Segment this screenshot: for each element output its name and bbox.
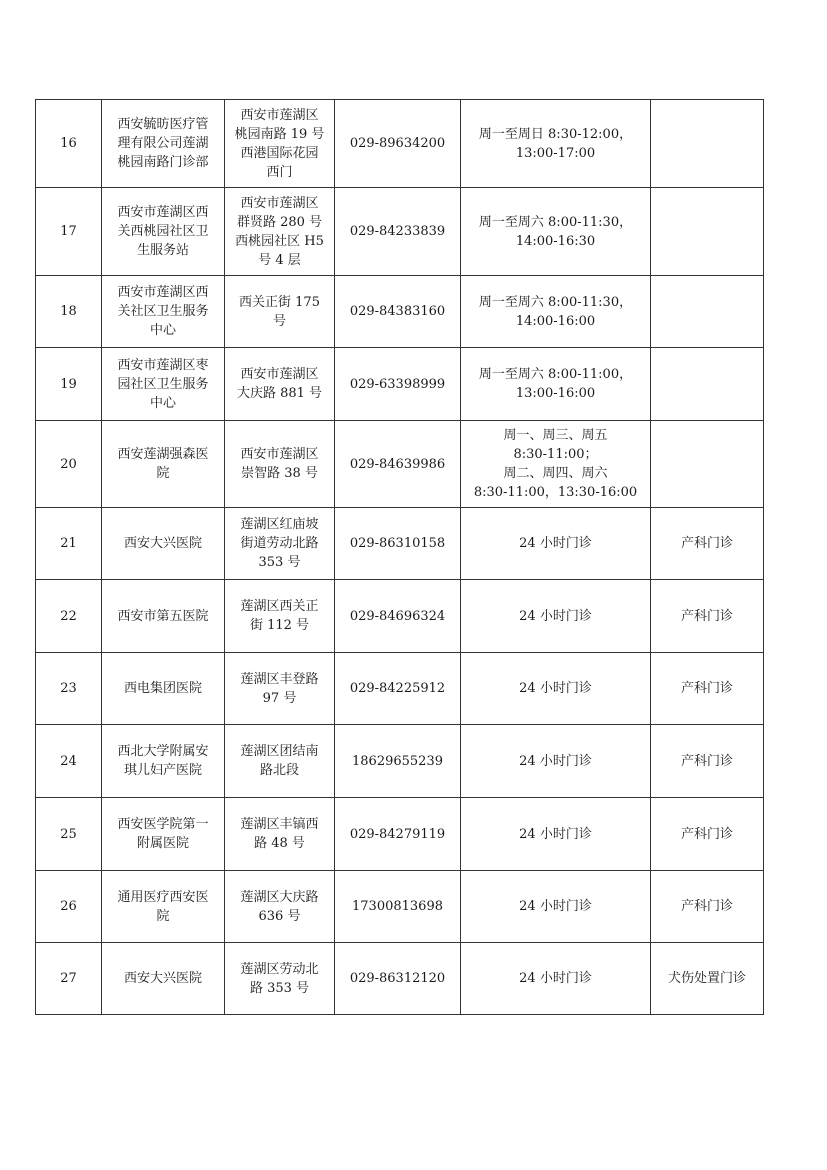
institution-name-cell	[102, 100, 225, 188]
phone-cell: 029-84279119	[335, 798, 461, 871]
hours-cell	[461, 653, 651, 725]
table-row	[36, 421, 764, 508]
address-cell	[225, 100, 335, 188]
address-line: 桃园南路 19 号	[234, 126, 325, 142]
institution-name-cell	[102, 188, 225, 276]
hours-line: 周一、周三、周五	[503, 428, 608, 443]
row-number-cell: 17	[36, 188, 102, 276]
phone-cell: 029-84639986	[335, 421, 461, 508]
institution-name-line: 院	[156, 466, 170, 481]
institution-name-line: 中心	[149, 395, 176, 411]
address-line: 西安市莲湖区	[240, 367, 319, 382]
institution-name-cell	[102, 276, 225, 348]
institution-name-cell	[102, 580, 225, 653]
table-row	[36, 276, 764, 348]
institution-name-line: 西安市莲湖区西	[117, 205, 209, 220]
address-line: 636 号	[258, 908, 301, 924]
note-cell	[651, 348, 764, 421]
institution-name-line: 西电集团医院	[123, 681, 202, 696]
institution-name-line: 西安市第五医院	[117, 608, 209, 624]
institution-name-cell	[102, 943, 225, 1015]
row-number-cell: 26	[36, 871, 102, 943]
institution-name-line: 西安医学院第一	[117, 817, 209, 832]
institution-name-cell	[102, 653, 225, 725]
address-line: 号 4 层	[258, 252, 301, 268]
address-line: 街道劳动北路	[240, 536, 319, 551]
address-cell	[225, 580, 335, 653]
institution-name-line: 关社区卫生服务	[117, 304, 209, 319]
institution-name-line: 生服务站	[136, 243, 189, 258]
hours-cell	[461, 421, 651, 508]
address-line: 号	[272, 313, 286, 329]
table-row	[36, 798, 764, 871]
hours-line: 13:00-17:00	[515, 145, 596, 161]
clinic-table-body	[36, 100, 764, 1015]
table-row	[36, 348, 764, 421]
hours-cell	[461, 348, 651, 421]
hours-cell	[461, 580, 651, 653]
row-number-cell: 18	[36, 276, 102, 348]
note-cell: 犬伤处置门诊	[651, 943, 764, 1015]
note-cell	[651, 421, 764, 508]
row-number-cell: 23	[36, 653, 102, 725]
address-cell	[225, 421, 335, 508]
hours-cell	[461, 798, 651, 871]
hours-line: 24 小时门诊	[519, 608, 592, 624]
row-number-cell: 22	[36, 580, 102, 653]
institution-name-line: 琪儿妇产医院	[123, 763, 202, 778]
phone-cell: 029-84383160	[335, 276, 461, 348]
institution-name-cell	[102, 348, 225, 421]
institution-name-cell	[102, 421, 225, 508]
hours-line: 13:00-16:00	[515, 386, 596, 401]
table-row	[36, 508, 764, 580]
address-cell	[225, 798, 335, 871]
address-line: 西安市莲湖区	[240, 107, 319, 123]
address-line: 莲湖区团结南	[240, 744, 319, 759]
address-line: 353 号	[258, 555, 301, 570]
note-cell: 产科门诊	[651, 653, 764, 725]
hours-line: 14:00-16:30	[515, 233, 596, 249]
row-number-cell: 19	[36, 348, 102, 421]
hours-cell	[461, 725, 651, 798]
table-row	[36, 871, 764, 943]
table-row	[36, 100, 764, 188]
hours-cell	[461, 276, 651, 348]
institution-name-line: 中心	[149, 323, 176, 338]
address-line: 路 353 号	[249, 980, 310, 996]
institution-name-cell	[102, 798, 225, 871]
hours-cell	[461, 100, 651, 188]
hours-line: 周一至周六 8:00-11:30，	[478, 294, 633, 310]
row-number-cell: 21	[36, 508, 102, 580]
hours-cell	[461, 188, 651, 276]
address-cell	[225, 188, 335, 276]
note-cell: 产科门诊	[651, 798, 764, 871]
note-cell: 产科门诊	[651, 508, 764, 580]
clinic-table	[35, 99, 764, 1015]
address-line: 街 112 号	[249, 618, 310, 633]
hours-line: 14:00-16:00	[515, 313, 596, 329]
address-cell	[225, 725, 335, 798]
institution-name-line: 西北大学附属安	[117, 744, 209, 759]
hours-line: 24 小时门诊	[519, 899, 592, 914]
hours-cell	[461, 508, 651, 580]
address-line: 97 号	[262, 690, 297, 706]
institution-name-line: 西安大兴医院	[123, 971, 202, 986]
institution-name-cell	[102, 871, 225, 943]
address-line: 西安市莲湖区	[240, 447, 319, 462]
table-row	[36, 943, 764, 1015]
hours-cell	[461, 943, 651, 1015]
hours-line: 24 小时门诊	[519, 826, 592, 842]
institution-name-line: 桃园南路门诊部	[117, 155, 209, 170]
phone-cell: 029-84696324	[335, 580, 461, 653]
phone-cell: 029-84233839	[335, 188, 461, 276]
hours-line: 周二、周四、周六	[503, 466, 608, 481]
institution-name-cell	[102, 508, 225, 580]
address-cell	[225, 508, 335, 580]
table-row	[36, 580, 764, 653]
institution-name-line: 院	[156, 908, 170, 924]
row-number-cell: 16	[36, 100, 102, 188]
hours-line: 8:30-11:00，13:30-16:00	[473, 485, 638, 500]
institution-name-line: 关西桃园社区卫	[117, 224, 209, 239]
address-line: 路 48 号	[254, 836, 305, 851]
address-line: 西门	[266, 164, 293, 180]
row-number-cell: 20	[36, 421, 102, 508]
address-cell	[225, 348, 335, 421]
row-number-cell: 25	[36, 798, 102, 871]
address-line: 西港国际花园	[240, 145, 319, 161]
address-line: 路北段	[259, 763, 299, 778]
note-cell	[651, 100, 764, 188]
row-number-cell: 24	[36, 725, 102, 798]
hours-line: 8:30-11:00；	[513, 447, 598, 462]
table-row	[36, 725, 764, 798]
note-cell	[651, 188, 764, 276]
address-line: 莲湖区劳动北	[240, 961, 319, 977]
phone-cell: 029-86310158	[335, 508, 461, 580]
address-line: 西关正街 175	[239, 294, 320, 310]
address-line: 莲湖区丰镐西	[240, 817, 319, 832]
address-line: 莲湖区丰登路	[240, 671, 319, 687]
address-line: 崇智路 38 号	[241, 466, 318, 481]
note-cell: 产科门诊	[651, 580, 764, 653]
institution-name-line: 西安莲湖强森医	[117, 447, 209, 462]
hours-line: 周一至周六 8:00-11:30，	[478, 214, 633, 230]
phone-cell: 17300813698	[335, 871, 461, 943]
hours-cell	[461, 871, 651, 943]
table-row	[36, 653, 764, 725]
address-cell	[225, 276, 335, 348]
address-line: 群贤路 280 号	[236, 214, 323, 230]
hours-line: 24 小时门诊	[519, 971, 592, 986]
address-cell	[225, 943, 335, 1015]
row-number-cell: 27	[36, 943, 102, 1015]
note-cell: 产科门诊	[651, 871, 764, 943]
hours-line: 24 小时门诊	[519, 753, 592, 769]
address-line: 大庆路 881 号	[236, 386, 323, 401]
institution-name-line: 西安市莲湖区西	[117, 285, 209, 300]
table-row	[36, 188, 764, 276]
hours-line: 24 小时门诊	[519, 681, 592, 696]
institution-name-line: 理有限公司莲湖	[117, 136, 209, 151]
institution-name-line: 通用医疗西安医	[117, 889, 209, 905]
institution-name-line: 附属医院	[136, 836, 189, 851]
note-cell	[651, 276, 764, 348]
phone-cell: 18629655239	[335, 725, 461, 798]
phone-cell: 029-89634200	[335, 100, 461, 188]
address-line: 西安市莲湖区	[240, 195, 319, 211]
hours-line: 周一至周六 8:00-11:00，	[478, 367, 633, 382]
address-line: 西桃园社区 H5	[235, 233, 324, 249]
hours-line: 24 小时门诊	[519, 536, 592, 551]
phone-cell: 029-84225912	[335, 653, 461, 725]
hours-line: 周一至周日 8:30-12:00，	[478, 126, 633, 142]
phone-cell: 029-86312120	[335, 943, 461, 1015]
institution-name-cell	[102, 725, 225, 798]
institution-name-line: 园社区卫生服务	[117, 376, 209, 392]
address-line: 莲湖区红庙坡	[240, 517, 319, 532]
phone-cell: 029-63398999	[335, 348, 461, 421]
institution-name-line: 西安大兴医院	[123, 536, 202, 551]
institution-name-line: 西安市莲湖区枣	[117, 357, 209, 373]
address-cell	[225, 871, 335, 943]
address-cell	[225, 653, 335, 725]
institution-name-line: 西安毓昉医疗管	[117, 117, 209, 132]
note-cell: 产科门诊	[651, 725, 764, 798]
address-line: 莲湖区西关正	[240, 599, 319, 614]
address-line: 莲湖区大庆路	[240, 889, 319, 905]
